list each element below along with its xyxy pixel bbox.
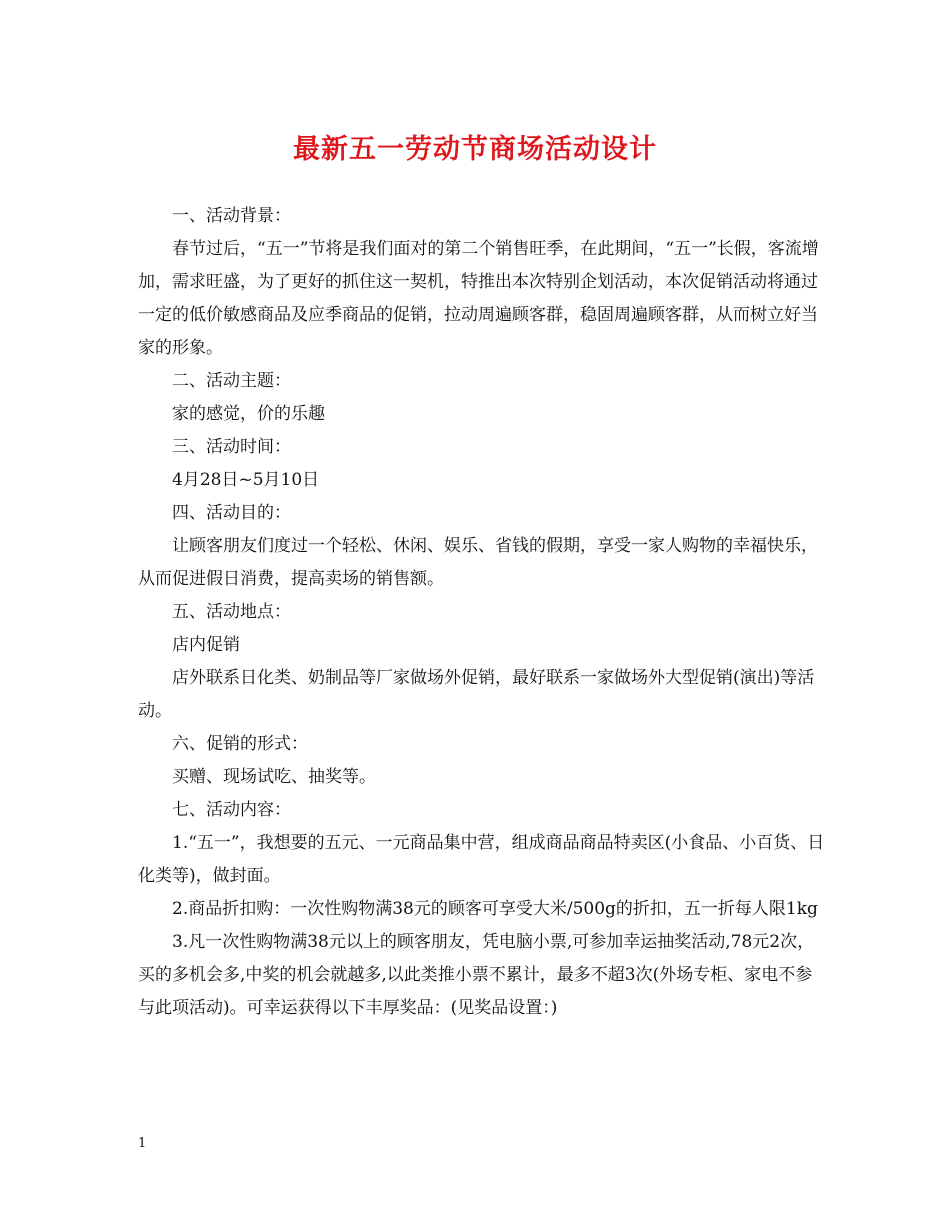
- document-body: [138, 200, 828, 1025]
- section-heading-purpose: 四、活动目的：: [172, 503, 291, 523]
- paragraph-format: 买赠、现场试吃、抽奖等。: [172, 767, 376, 787]
- section-heading-theme: 二、活动主题：: [172, 371, 291, 391]
- paragraph-purpose: 让顾客朋友们度过一个轻松、休闲、娱乐、省钱的假期，享受一家人购物的幸福快乐，从而促进假日消费，提高卖场的销售额。: [138, 536, 818, 589]
- section-heading-background: 一、活动背景：: [172, 206, 291, 226]
- paragraph-content-3: 3.凡一次性购物满38元以上的顾客朋友，凭电脑小票,可参加幸运抽奖活动,78元2次，买的多机会多,中奖的机会就越多,以此类推小票不累计，最多不超3次(外场专柜、家电不参与此项活动)。可幸运获得以下丰厚奖品：(见奖品设置：): [138, 932, 815, 1018]
- paragraph-location-indoor: 店内促销: [172, 635, 240, 655]
- section-heading-location: 五、活动地点：: [172, 602, 291, 622]
- page-number: 1: [138, 1136, 147, 1151]
- paragraph-time: 4月28日~5月10日: [172, 470, 320, 490]
- paragraph-content-2: 2.商品折扣购：一次性购物满38元的顾客可享受大米/500g的折扣，五一折每人限1kg: [172, 899, 818, 919]
- paragraph-theme: 家的感觉，价的乐趣: [172, 404, 325, 424]
- section-heading-time: 三、活动时间：: [172, 437, 291, 457]
- section-heading-content: 七、活动内容：: [172, 800, 291, 820]
- document-title: 最新五一劳动节商场活动设计: [293, 134, 657, 165]
- paragraph-location-outdoor: 店外联系日化类、奶制品等厂家做场外促销，最好联系一家做场外大型促销(演出)等活动。: [138, 668, 815, 721]
- section-heading-format: 六、促销的形式：: [172, 734, 308, 754]
- paragraph-content-1: 1.“五一”，我想要的五元、一元商品集中营，组成商品商品特卖区(小食品、小百货、日化类等)，做封面。: [138, 833, 825, 886]
- paragraph-background: 春节过后，“五一”节将是我们面对的第二个销售旺季，在此期间，“五一”长假，客流增加，需求旺盛，为了更好的抓住这一契机，特推出本次特别企划活动，本次促销活动将通过一定的低价敏感商品及应季商品的促销，拉动周遍顾客群，稳固周遍顾客群，从而树立好当家的形象。: [138, 239, 819, 358]
